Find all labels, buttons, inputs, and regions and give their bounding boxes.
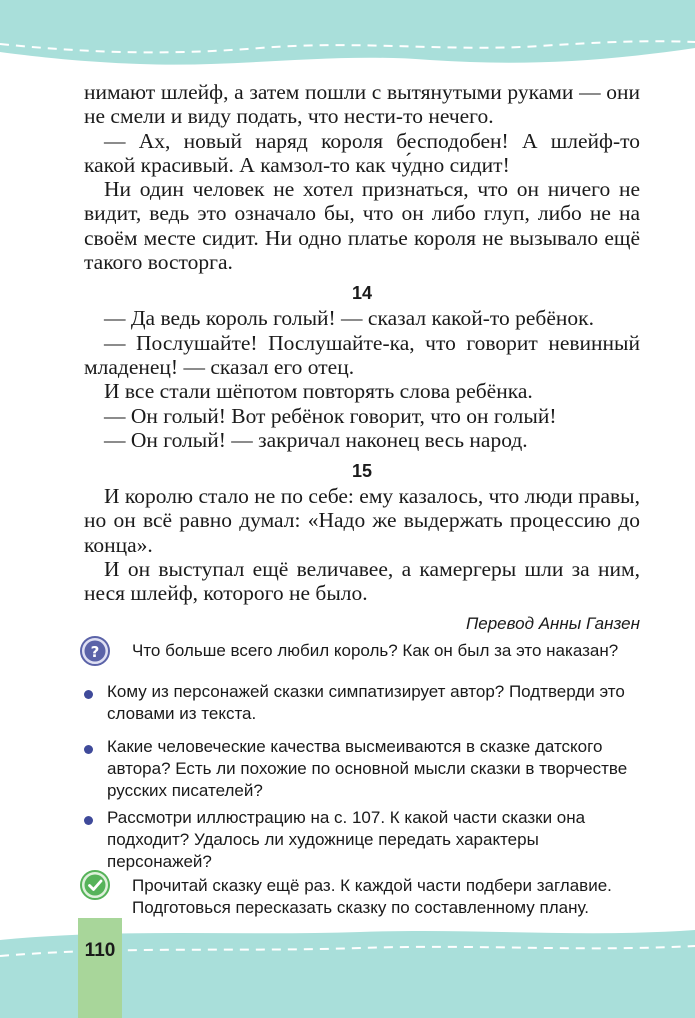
page-number-tab	[78, 918, 122, 1018]
story-text	[84, 80, 640, 636]
story-paragraph: Ни один человек не хотел признаться, что он ничего не видит, ведь это означало бы, что он либо глуп, либо не на своём месте сидит. Ни одно платье короля не вызывало ещё такого восторга.	[84, 177, 640, 275]
question-icon	[80, 636, 110, 666]
page-number: 110	[84, 940, 116, 961]
story-paragraph: — Он голый! — закричал наконец весь народ.	[104, 427, 528, 452]
svg-text:?: ?	[90, 643, 100, 661]
main-question: Что больше всего любил король? Как он был за это наказан?	[132, 641, 619, 660]
story-paragraph: И королю стало не по себе: ему казалось, что люди правы, но он всё равно думал: «Надо же выдержать процессию до конца».	[84, 484, 640, 557]
bullet-question: Кому из персонажей сказки симпатизирует автор? Подтверди это словами из текста.	[107, 682, 625, 723]
bullet-marker	[84, 816, 93, 825]
task-text: Прочитай сказку ещё раз. К каждой части подбери заглавие. Подготовься пересказать сказку по составленному плану.	[132, 876, 612, 917]
bullet-marker	[84, 690, 93, 699]
story-paragraph: — Да ведь король голый! — сказал какой-то ребёнок.	[104, 306, 594, 331]
section-number-14: 14	[351, 283, 373, 304]
checkmark-icon	[80, 870, 110, 900]
story-paragraph: — Он голый! Вот ребёнок говорит, что он голый!	[104, 403, 557, 428]
bullet-marker	[84, 745, 93, 754]
story-paragraph: нимают шлейф, а затем пошли с вытянутыми руками — они не смели и виду подать, что нести-то нечего.	[84, 80, 640, 129]
translator-credit: Перевод Анны Ганзен	[465, 613, 640, 633]
bullet-question: Рассмотри иллюстрацию на с. 107. К какой части сказки она подходит? Удалось ли художнице передать характеры персонажей?	[107, 808, 586, 871]
top-decorative-band	[0, 0, 695, 78]
bullet-question: Какие человеческие качества высмеиваются в сказке датского автора? Есть ли похожие по основной мысли сказки в творчестве русских писателей?	[107, 737, 628, 800]
story-paragraph: — Послушайте! Послушайте-ка, что говорит невинный младенец! — сказал его отец.	[84, 330, 640, 379]
story-paragraph: И он выступал ещё величавее, а камергеры шли за ним, неся шлейф, которого не было.	[84, 557, 640, 606]
section-number-15: 15	[351, 461, 373, 482]
story-paragraph: — Ах, новый наряд короля бесподобен! А шлейф-то какой красивый. А камзол-то как чу́дно сидит!	[84, 128, 640, 177]
story-paragraph: И все стали шёпотом повторять слова ребёнка.	[104, 379, 533, 404]
